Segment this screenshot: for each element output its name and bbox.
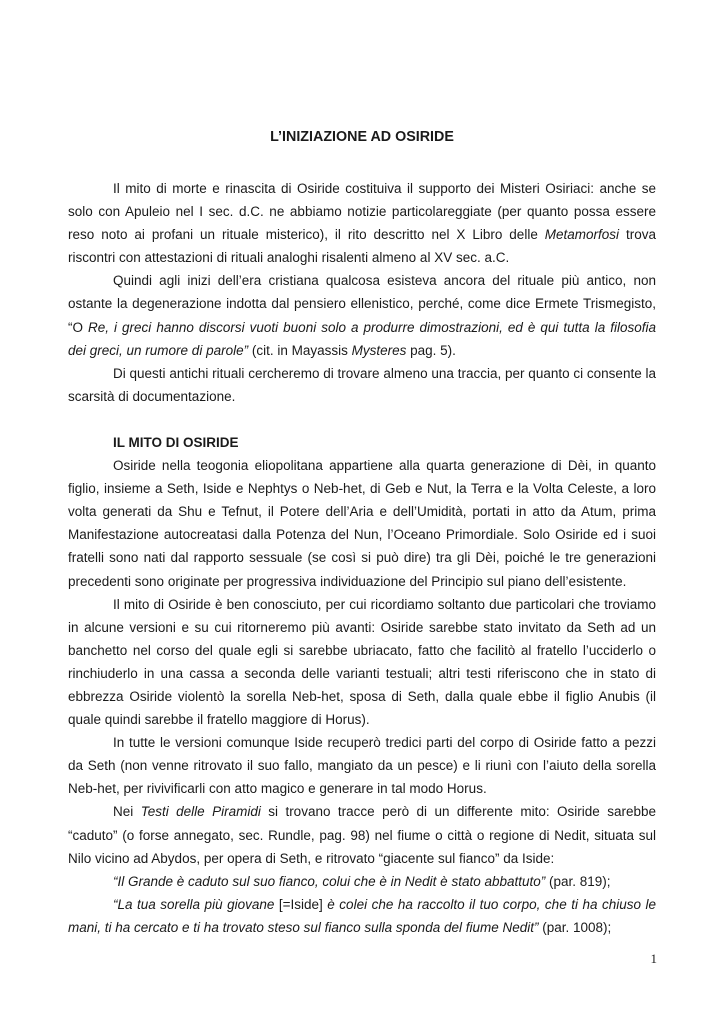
quotation: Re, i greci hanno discorsi vuoti buoni solo a produrre dimostrazioni, ed è qui tutta la filosofia dei greci, un rumore di parole”	[68, 319, 656, 358]
quotation: “La tua sorella più giovane	[113, 896, 275, 912]
text-run: Il mito di morte e rinascita di Osiride costituiva il supporto dei Misteri Osiriaci: anche se solo con Apuleio nel I sec. d.C. ne abbiamo notizie particolareggiate (per quanto possa essere reso noto ai profani un rituale misterico), il rito descritto nel X Libro delle	[68, 181, 656, 243]
section-heading: IL MITO DI OSIRIDE	[113, 434, 239, 450]
text-run: pag. 5).	[406, 342, 456, 358]
text-run: (par. 1008);	[538, 919, 612, 935]
document-title: L’INIZIAZIONE AD OSIRIDE	[270, 129, 454, 145]
paragraph: Osiride nella teogonia eliopolitana appartiene alla quarta generazione di Dèi, in quanto figlio, insieme a Seth, Iside e Nephtys o Neb-het, di Geb e Nut, la Terra e la Volta Celeste, a loro volta generati da Shu e Tefnut, il Potere dell’Aria e dell’Umidità, portati in atto da Atum, prima Manifestazione autocreatasi dalla Potenza del Nun, l’Oceano Primordiale. Solo Osiride ed i suoi fratelli sono nati dal rapporto sessuale (se così si può dire) tra gli Dèi, poiché le tre generazioni precedenti sono originate per progressiva individuazione del Principio sul piano dell’esistente.	[68, 458, 656, 589]
text-run: trova riscontri con attestazioni di rituali analoghi risalenti almeno al XV sec. a.C.	[68, 227, 656, 266]
paragraph	[68, 893, 656, 939]
page-number: 1	[650, 951, 657, 966]
text-run: (cit. in Mayassis	[248, 342, 352, 358]
paragraph	[68, 870, 656, 893]
paragraph	[68, 177, 656, 269]
paragraph	[68, 269, 656, 361]
book-title: Testi delle Piramidi	[140, 804, 261, 820]
paragraph: Il mito di Osiride è ben conosciuto, per cui ricordiamo soltanto due particolari che troviamo in alcune versioni e su cui ritorneremo più avanti: Osiride sarebbe stato invitato da Seth ad un banchetto nel corso del quale egli si sarebbe ubriacato, fatto che facilitò al fratello l’ucciderlo o rinchiuderlo in una cassa a seconda delle varianti testuali; altri testi riferiscono che in stato di ebbrezza Osiride violentò la sorella Neb-het, sposa di Seth, dalla quale ebbe il figlio Anubis (il quale quindi sarebbe il fratello maggiore di Horus).	[68, 596, 656, 728]
paragraph: Di questi antichi rituali cercheremo di trovare almeno una traccia, per quanto ci consente la scarsità di documentazione.	[68, 365, 656, 404]
document-body	[68, 177, 656, 939]
book-title: Metamorfosi	[544, 227, 620, 243]
text-run: Quindi agli inizi dell’era cristiana qualcosa esisteva ancora del rituale più antico, non ostante la degenerazione indotta dal pensiero ellenistico, perché, come dice Ermete Trismegisto, “O	[68, 273, 656, 335]
text-run: [=Iside]	[274, 896, 328, 912]
paragraph: In tutte le versioni comunque Iside recuperò tredici parti del corpo di Osiride fatto a pezzi da Seth (non venne ritrovato il suo fallo, mangiato da un pesce) e li riunì con l’aiuto della sorella Neb-het, per rivivificarli con atto magico e generare in tal modo Horus.	[68, 735, 656, 797]
quotation: è colei che ha raccolto il tuo corpo, che ti ha chiuso le mani, ti ha cercato e ti ha trovato steso sul fianco sulla sponda del fiume Nedit”	[68, 896, 657, 935]
text-run: (par. 819);	[545, 873, 611, 889]
book-title: Mysteres	[351, 342, 407, 358]
text-run: si trovano tracce però di un differente mito: Osiride sarebbe “caduto” (o forse annegato, sec. Rundle, pag. 98) nel fiume o città o regione di Nedit, situata sul Nilo vicino ad Abydos, per opera di Seth, e ritrovato “giacente sul fianco” da Iside:	[68, 804, 656, 866]
quotation: “Il Grande è caduto sul suo fianco, colui che è in Nedit è stato abbattuto”	[113, 873, 546, 889]
spacer	[68, 408, 656, 431]
text-run: Nei	[113, 804, 141, 820]
paragraph	[68, 800, 656, 869]
